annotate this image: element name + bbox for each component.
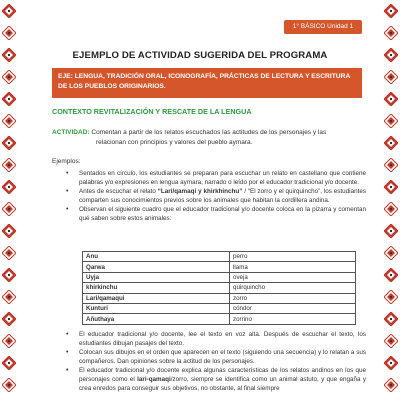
- bullet-icon: •: [66, 170, 69, 177]
- list-item-text: Colocan sus dibujos en el orden que aparecen en el texto (siguiendo una secuencia) y lo relatan a sus compañeros. Dan opiniones sobre la actitud de los personajes.: [79, 349, 366, 365]
- decorative-border-left: [0, 0, 18, 400]
- border-motif-icon: [2, 180, 16, 194]
- activity-line-2: relacionan con principios y valores del pueblo aymara.: [96, 138, 253, 146]
- border-motif-icon: [384, 114, 398, 128]
- border-motif-icon: [384, 4, 398, 18]
- bullet-icon: •: [66, 331, 69, 338]
- border-motif-icon: [2, 136, 16, 150]
- aymara-word-cell: Kunturi: [83, 303, 230, 313]
- border-motif-icon: [2, 114, 16, 128]
- border-motif-icon: [2, 290, 16, 304]
- spanish-word-cell: perro: [230, 252, 356, 262]
- spanish-word-cell: zorro: [230, 293, 356, 303]
- grade-unit-badge: 1° BÁSICO Unidad 1: [284, 20, 362, 34]
- border-motif-icon: [384, 26, 398, 40]
- aymara-word-cell: Uyja: [83, 272, 230, 282]
- bullet-icon: •: [66, 367, 69, 375]
- border-motif-icon: [2, 70, 16, 84]
- list-item-text-pre: Antes de escuchar el relato: [79, 188, 158, 196]
- border-motif-icon: [384, 334, 398, 348]
- aymara-word-cell: Qarwa: [83, 262, 230, 272]
- list-item-text-post: /zorro, siempre se identifica como un animal astuto, y que engaña y crea enredos para conseguir sus objetivos, no obstante, al final siempre: [79, 375, 366, 392]
- border-motif-icon: [384, 312, 398, 326]
- activity-label: ACTIVIDAD:: [52, 129, 90, 136]
- list-item: [66, 349, 366, 366]
- decorative-border-right: [382, 0, 400, 400]
- spanish-word-cell: cóndor: [230, 303, 356, 313]
- table-row: [83, 252, 356, 262]
- list-item-text: Observan el siguiente cuadro que el educador tradicional y/o docente coloca en la pizarra y comentan qué saben sobre estos animales:: [79, 206, 366, 222]
- list-item: [66, 188, 366, 205]
- table-row: [83, 262, 356, 272]
- border-motif-icon: [2, 158, 16, 172]
- table-row: [83, 293, 356, 303]
- bullet-icon: •: [66, 349, 69, 357]
- border-motif-icon: [2, 334, 16, 348]
- border-motif-icon: [384, 378, 398, 392]
- table-row: [83, 272, 356, 282]
- aymara-word-cell: Añuthaya: [83, 314, 230, 324]
- border-motif-icon: [384, 92, 398, 106]
- list-item-text-pre: El educador tradicional y/o docente explica algunas características de los relatos andinos en los que personajes como el: [79, 367, 366, 383]
- border-motif-icon: [384, 356, 398, 370]
- spanish-word-cell: zorrino: [230, 314, 356, 324]
- border-motif-icon: [384, 48, 398, 62]
- border-motif-icon: [384, 180, 398, 194]
- border-motif-icon: [384, 290, 398, 304]
- border-motif-icon: [2, 92, 16, 106]
- aymara-word-cell: khirkinchu: [83, 283, 230, 293]
- border-motif-icon: [384, 246, 398, 260]
- border-motif-icon: [2, 246, 16, 260]
- table-row: [83, 283, 356, 293]
- aymara-word-cell: Anu: [83, 252, 230, 262]
- border-motif-icon: [384, 70, 398, 84]
- vocabulary-table: [82, 251, 356, 325]
- list-item: [66, 206, 366, 223]
- border-motif-icon: [2, 378, 16, 392]
- bullet-icon: •: [66, 188, 69, 196]
- border-motif-icon: [2, 224, 16, 238]
- spanish-word-cell: llama: [230, 262, 356, 272]
- list-item-text: Sentados en círculo, los estudiantes se preparan para escuchar un relato en castellano que contiene palabras y/o expresiones en lengua aymara, narrado o leído por el educador tradicional y/o docente.: [79, 170, 366, 186]
- story-title: “Lari/qamaqi y khirkhinchu”: [157, 188, 243, 196]
- border-motif-icon: [384, 224, 398, 238]
- spanish-word-cell: oveja: [230, 272, 356, 282]
- border-motif-icon: [2, 26, 16, 40]
- page-title: EJEMPLO DE ACTIVIDAD SUGERIDA DEL PROGRAMA: [72, 50, 328, 61]
- border-motif-icon: [384, 268, 398, 282]
- spanish-word-cell: quirquincho: [230, 283, 356, 293]
- aymara-word-cell: Lari/qamaqui: [83, 293, 230, 303]
- list-item: [66, 367, 366, 393]
- border-motif-icon: [2, 312, 16, 326]
- list-item-text-post: / “El zorro y el quirquincho”, los estudiantes comparten sus conocimientos previos sobre los animales que habitan la cordillera andina.: [79, 188, 366, 204]
- border-motif-icon: [2, 48, 16, 62]
- examples-list: [66, 170, 366, 225]
- border-motif-icon: [384, 158, 398, 172]
- examples-label: Ejemplos:: [52, 158, 81, 165]
- border-motif-icon: [2, 4, 16, 18]
- bullet-icon: •: [66, 206, 69, 214]
- table-row: [83, 314, 356, 324]
- border-motif-icon: [2, 202, 16, 216]
- border-motif-icon: [384, 136, 398, 150]
- list-item: [66, 331, 366, 348]
- character-name: lari-qamaqi: [137, 375, 171, 383]
- activity-paragraph: [52, 128, 364, 147]
- table-row: [83, 303, 356, 313]
- border-motif-icon: [384, 202, 398, 216]
- axis-banner: EJE: LENGUA, TRADICIÓN ORAL, ICONOGRAFÍA, PRÁCTICAS DE LECTURA Y ESCRITURA DE LOS PUEBLOS ORIGINARIOS.: [52, 68, 362, 98]
- activity-line-1: Comentan a partir de los relatos escuchados las actitudes de los personajes y las: [91, 129, 327, 136]
- list-item: [66, 170, 366, 187]
- border-motif-icon: [2, 356, 16, 370]
- examples-list-continued: [66, 331, 366, 394]
- border-motif-icon: [2, 268, 16, 282]
- list-item-text: El educador tradicional y/o docente, lee el texto en voz alta. Después de escuchar el texto, los estudiantes dibujan pasajes del texto.: [79, 331, 366, 347]
- context-heading: CONTEXTO REVITALIZACIÓN Y RESCATE DE LA LENGUA: [52, 107, 252, 116]
